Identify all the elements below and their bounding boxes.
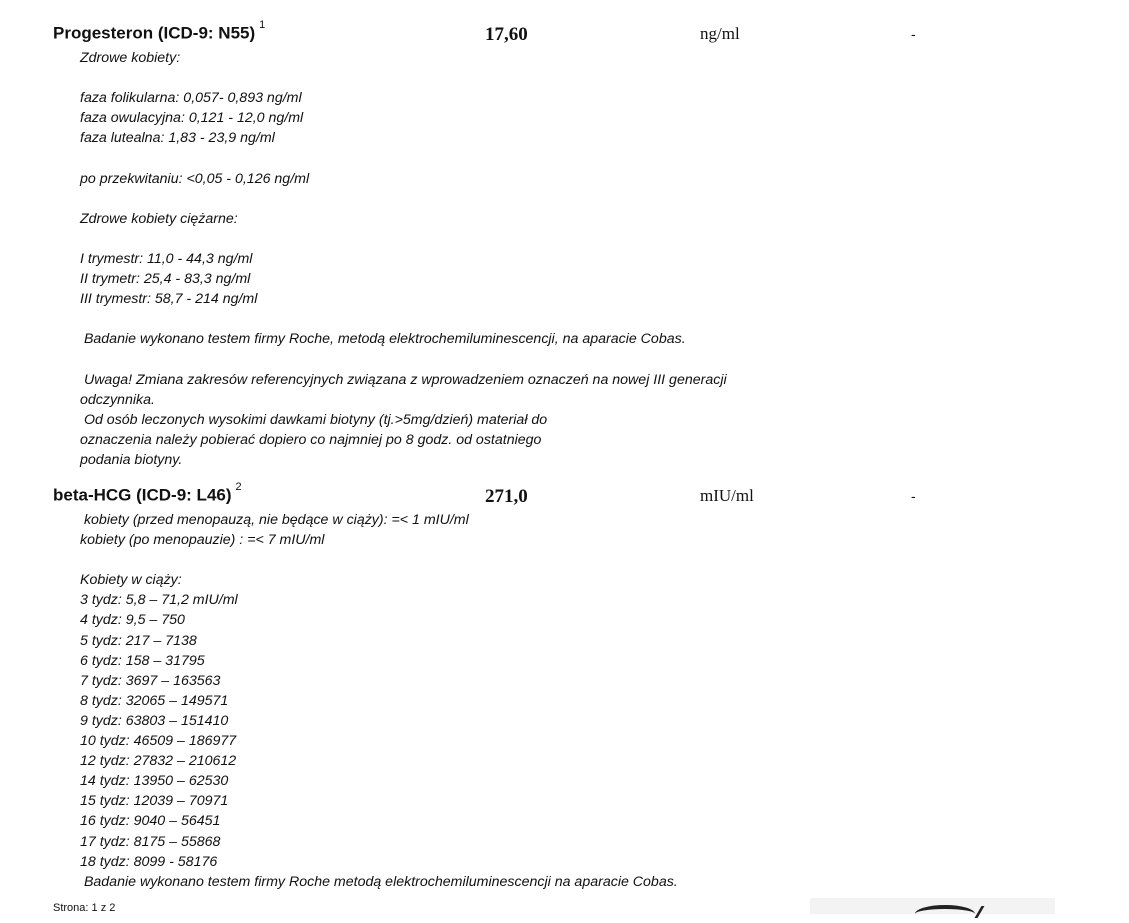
reference-line: 14 tydz: 13950 – 62530 [80, 773, 229, 790]
page-number: Strona: 1 z 2 [53, 902, 116, 914]
reference-line: 12 tydz: 27832 – 210612 [80, 753, 237, 770]
reference-line: Zdrowe kobiety ciężarne: [80, 210, 238, 227]
result-unit: mIU/ml [700, 486, 754, 505]
reference-line: 17 tydz: 8175 – 55868 [80, 833, 221, 850]
reference-line: 15 tydz: 12039 – 70971 [80, 793, 229, 810]
reference-line: II trymetr: 25,4 - 83,3 ng/ml [80, 271, 251, 288]
result-value: 17,60 [485, 24, 528, 45]
reference-line: po przekwitaniu: <0,05 - 0,126 ng/ml [80, 170, 310, 187]
result-flag: - [911, 26, 916, 42]
reference-line [80, 229, 727, 249]
reference-line: Badanie wykonano testem firmy Roche, metodą elektrochemiluminescencji, na aparacie Cobas. [80, 331, 686, 348]
footnote-marker: 2 [235, 481, 242, 493]
reference-line: 4 tydz: 9,5 – 750 [80, 612, 185, 629]
reference-line [80, 68, 727, 88]
reference-line: 18 tydz: 8099 - 58176 [80, 853, 218, 870]
reference-line [80, 309, 727, 329]
reference-line [80, 148, 727, 168]
reference-line: 5 tydz: 217 – 7138 [80, 632, 197, 649]
reference-line: faza owulacyjna: 0,121 - 12,0 ng/ml [80, 110, 304, 127]
reference-line: Od osób leczonych wysokimi dawkami biotyny (tj.>5mg/dzień) materiał do [80, 411, 548, 428]
reference-line: III trymestr: 58,7 - 214 ng/ml [80, 291, 258, 308]
test-name-label: Progesteron (ICD-9: N55) [53, 23, 256, 43]
test-name-label: beta-HCG (ICD-9: L46) [53, 485, 232, 505]
reference-line: 9 tydz: 63803 – 151410 [80, 712, 229, 729]
reference-line: podania biotyny. [80, 451, 183, 468]
reference-line: faza folikularna: 0,057- 0,893 ng/ml [80, 90, 302, 107]
reference-line [80, 550, 678, 570]
reference-line: odczynnika. [80, 391, 155, 408]
reference-line: 6 tydz: 158 – 31795 [80, 652, 205, 669]
reference-ranges-progesteron [80, 48, 727, 470]
result-value: 271,0 [485, 486, 528, 507]
test-name-beta-hcg [53, 481, 242, 506]
reference-line: 8 tydz: 32065 – 149571 [80, 692, 229, 709]
reference-line: Kobiety w ciąży: [80, 572, 182, 589]
reference-line: Badanie wykonano testem firmy Roche metodą elektrochemiluminescencji na aparacie Cobas. [80, 873, 678, 890]
reference-line: oznaczenia należy pobierać dopiero co najmniej po 8 godz. od ostatniego [80, 431, 542, 448]
result-unit: ng/ml [700, 24, 740, 43]
reference-line: 3 tydz: 5,8 – 71,2 mIU/ml [80, 592, 238, 609]
reference-line: Uwaga! Zmiana zakresów referencyjnych związana z wprowadzeniem oznaczeń na nowej III generacji [80, 371, 727, 388]
reference-line: faza lutealna: 1,83 - 23,9 ng/ml [80, 130, 275, 147]
reference-ranges-beta-hcg [80, 510, 678, 892]
reference-line [80, 349, 727, 369]
reference-line: 16 tydz: 9040 – 56451 [80, 813, 221, 830]
reference-line: kobiety (po menopauzie) : =< 7 mIU/ml [80, 532, 325, 549]
reference-line: 10 tydz: 46509 – 186977 [80, 733, 237, 750]
reference-line: Zdrowe kobiety: [80, 50, 181, 66]
reference-line [80, 189, 727, 209]
test-name-progesteron [53, 19, 266, 44]
reference-line: 7 tydz: 3697 – 163563 [80, 672, 221, 689]
signature-fragment [915, 905, 975, 923]
footnote-marker: 1 [259, 19, 266, 31]
reference-line: I trymestr: 11,0 - 44,3 ng/ml [80, 250, 253, 267]
reference-line: kobiety (przed menopauzą, nie będące w ciąży): =< 1 mIU/ml [80, 512, 469, 528]
result-flag: - [911, 488, 916, 504]
